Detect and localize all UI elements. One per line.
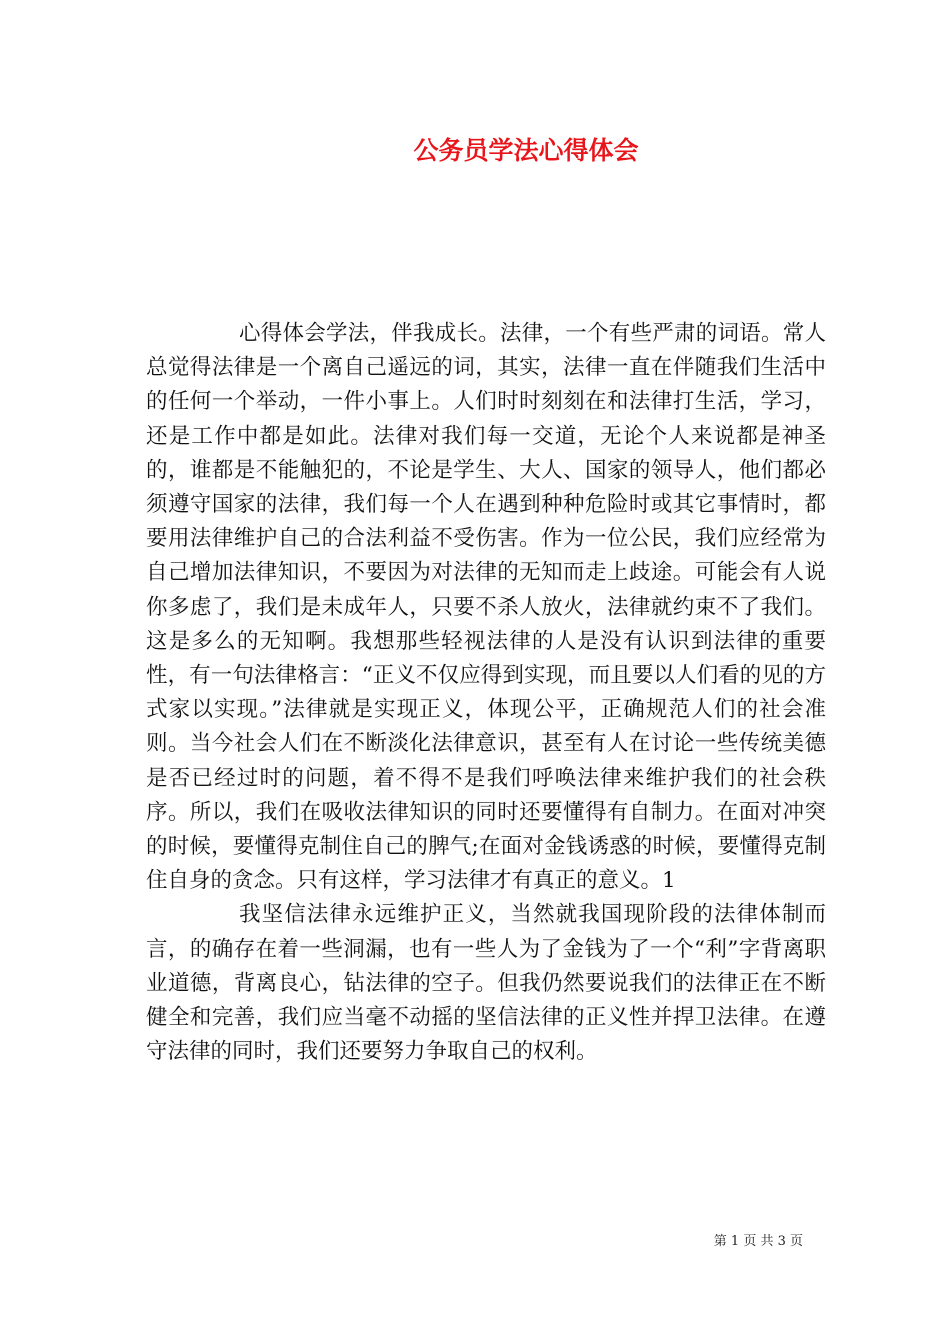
page-footer: 第 1 页 共 3 页 <box>713 1234 803 1249</box>
document-title: 公务员学法心得体会 <box>413 136 639 165</box>
paragraph-1: 心得体会学法，伴我成长。法律，一个有些严肃的词语。常人总觉得法律是一个离自己遥远的词，其实，法律一直在伴随我们生活中的任何一个举动，一件小事上。人们时时刻刻在和法律打生活，学习，还是工作中都是如此。法律对我们每一交道，无论个人来说都是神圣的，谁都是不能触犯的，不论是学生、大人、国家的领导人，他们都必须遵守国家的法律，我们每一个人在遇到种种危险时或其它事情时，都要用法律维护自己的合法利益不受伤害。作为一位公民，我们应经常为自己增加法律知识，不要因为对法律的无知而走上歧途。可能会有人说你多虑了，我们是未成年人，只要不杀人放火，法律就约束不了我们。这是多么的无知啊。我想那些轻视法律的人是没有认识到法律的重要性，有一句法律格言：“正义不仅应得到实现，而且要以人们看的见的方式家以实现。”法律就是实现正义，体现公平，正确规范人们的社会准则。当今社会人们在不断淡化法律意识，甚至有人在讨论一些传统美德是否已经过时的问题，着不得不是我们呼唤法律来维护我们的社会秩序。所以，我们在吸收法律知识的同时还要懂得有自制力。在面对冲突的时候，要懂得克制住自己的脾气;在面对金钱诱惑的时候，要懂得克制住自身的贪念。只有这样，学习法律才有真正的意义。1 <box>146 321 826 894</box>
document-body <box>146 317 826 1069</box>
paragraph-2: 我坚信法律永远维护正义，当然就我国现阶段的法律体制而言，的确存在着一些洞漏，也有一些人为了金钱为了一个“利”字背离职业道德，背离良心，钻法律的空子。但我仍然要说我们的法律正在不断健全和完善，我们应当毫不动摇的坚信法律的正义性并捍卫法律。在遵守法律的同时，我们还要努力争取自己的权利。 <box>146 902 826 1065</box>
